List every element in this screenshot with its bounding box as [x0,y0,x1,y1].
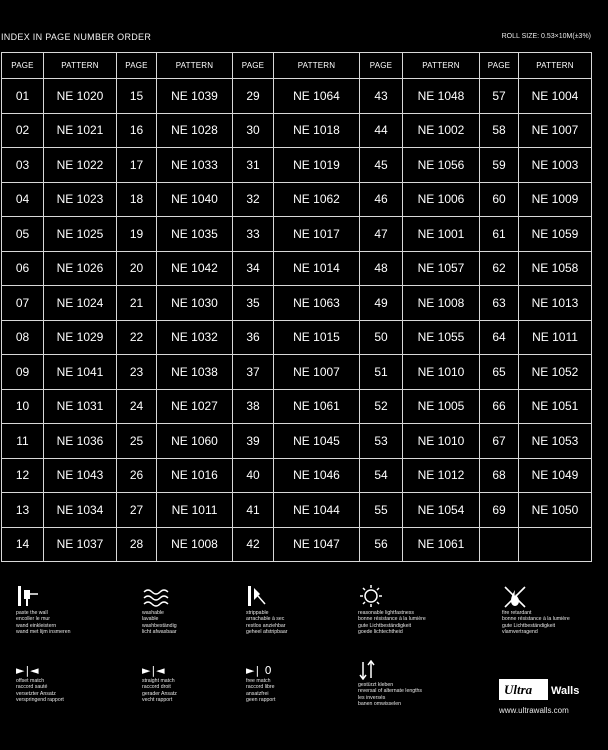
page-number-cell: 27 [117,493,157,528]
table-row [2,355,592,390]
legend-line: washable [142,610,164,616]
pattern-code-cell: NE 1045 [274,424,360,459]
page-number-cell: 15 [117,79,157,114]
page-title: INDEX IN PAGE NUMBER ORDER [1,32,152,42]
page-number-cell: 68 [480,458,519,493]
free-match-icon: ►| 0 [246,664,273,677]
page-number-cell: 10 [2,389,44,424]
paste-wall-icon [16,584,71,610]
ultra-walls-logo [499,679,590,700]
page-number-cell: 58 [480,113,519,148]
pattern-code-cell: NE 1049 [519,458,592,493]
page-number-cell: 32 [233,182,274,217]
pattern-code-cell: NE 1035 [157,217,233,252]
page-number-cell: 06 [2,251,44,286]
pattern-code-cell: NE 1009 [519,182,592,217]
legend-washable [142,584,177,636]
pattern-code-cell: NE 1056 [403,148,480,183]
legend-line: licht afwasbaar [142,629,177,636]
pattern-code-cell: NE 1044 [274,493,360,528]
legend-line: ansatzfrei [246,690,269,697]
page-number-cell: 33 [233,217,274,252]
care-symbols [0,580,608,750]
page-number-cell: 05 [2,217,44,252]
pattern-code-cell: NE 1038 [157,355,233,390]
pattern-code-cell: NE 1060 [157,424,233,459]
pattern-code-cell: NE 1004 [519,79,592,114]
page-number-cell: 16 [117,113,157,148]
legend-line: raccord libre [246,684,275,691]
page-number-cell: 38 [233,389,274,424]
page-number-cell: 01 [2,79,44,114]
page-number-cell: 56 [360,527,403,562]
page-number-cell: 28 [117,527,157,562]
legend-reverse-hang [358,660,422,708]
logo-walls: Walls [551,685,580,697]
page-number-cell: 22 [117,320,157,355]
roll-size: ROLL SIZE: 0.53×10M(±3%) [501,33,591,40]
pattern-code-cell: NE 1019 [274,148,360,183]
page-number-cell: 34 [233,251,274,286]
pattern-code-cell: NE 1022 [44,148,117,183]
pattern-code-cell: NE 1050 [519,493,592,528]
pattern-code-cell: NE 1032 [157,320,233,355]
table-row [2,424,592,459]
pattern-code-cell: NE 1030 [157,286,233,321]
legend-line: gute Lichtbeständigkeit [502,622,556,629]
pattern-code-cell: NE 1018 [274,113,360,148]
legend-line: offset match [16,678,45,684]
pattern-code-cell: NE 1064 [274,79,360,114]
pattern-code-cell: NE 1048 [403,79,480,114]
page-number-cell: 09 [2,355,44,390]
legend-line: gute Lichtbeständigkeit [358,622,412,629]
pattern-code-cell: NE 1017 [274,217,360,252]
brand-url: www.ultrawalls.com [499,706,569,715]
pattern-code-cell: NE 1055 [403,320,480,355]
page-number-cell: 65 [480,355,519,390]
legend-line: versetzter Ansatz [16,690,56,697]
pattern-code-cell: NE 1025 [44,217,117,252]
page-number-cell: 12 [2,458,44,493]
page-number-cell: 45 [360,148,403,183]
page-number-cell: 26 [117,458,157,493]
pattern-code-cell: NE 1020 [44,79,117,114]
column-header-pattern: PATTERN [157,53,233,79]
pattern-code-cell: NE 1031 [44,389,117,424]
legend-line: geheel afstripbaar [246,629,288,636]
pattern-code-cell: NE 1006 [403,182,480,217]
legend-line: fire retardant [502,610,532,616]
pattern-code-cell: NE 1047 [274,527,360,562]
pattern-code-cell: NE 1054 [403,493,480,528]
page-number-cell: 66 [480,389,519,424]
page-number-cell: 69 [480,493,519,528]
free-match-symbol: 0 [264,664,273,677]
page-number-cell: 02 [2,113,44,148]
legend-line: raccord droit [142,684,171,691]
legend-straight-match [142,664,177,704]
legend-line: geen rapport [246,697,276,704]
legend-fire-retardant [502,584,570,636]
legend-line: reasonable lightfastness [358,610,414,616]
page-number-cell: 52 [360,389,403,424]
legend-line: wand met lijm insmeren [16,629,71,636]
legend-line: bonne résistance à la lumière [502,616,570,623]
pattern-code-cell: NE 1003 [519,148,592,183]
column-header-page: PAGE [2,53,44,79]
pattern-code-cell: NE 1057 [403,251,480,286]
legend-strippable [246,584,288,636]
pattern-code-cell: NE 1023 [44,182,117,217]
table-row [2,113,592,148]
legend-line: lavable [142,616,159,623]
pattern-code-cell: NE 1029 [44,320,117,355]
legend-line: wand einkleistern [16,622,57,629]
page-number-cell: 61 [480,217,519,252]
table-row [2,389,592,424]
pattern-code-cell: NE 1027 [157,389,233,424]
pattern-code-cell: NE 1039 [157,79,233,114]
pattern-code-cell: NE 1001 [403,217,480,252]
page-number-cell: 46 [360,182,403,217]
fire-retardant-icon [502,584,570,610]
column-header-page: PAGE [233,53,274,79]
pattern-code-cell: NE 1051 [519,389,592,424]
legend-line: vlamvertragend [502,629,538,636]
legend-line: straight match [142,678,175,684]
table-row [2,286,592,321]
legend-line: raccord sauté [16,684,48,691]
column-header-pattern: PATTERN [274,53,360,79]
pattern-code-cell: NE 1012 [403,458,480,493]
pattern-code-cell: NE 1059 [519,217,592,252]
pattern-code-cell: NE 1007 [519,113,592,148]
table-row [2,148,592,183]
pattern-code-cell [519,527,592,562]
column-header-pattern: PATTERN [519,53,592,79]
legend-line: bonne résistance à la lumière [358,616,426,623]
column-header-pattern: PATTERN [403,53,480,79]
pattern-code-cell: NE 1042 [157,251,233,286]
page-number-cell: 55 [360,493,403,528]
legend-line: gestürzt kleben [358,682,394,688]
page-number-cell: 04 [2,182,44,217]
page-number-cell: 19 [117,217,157,252]
page-number-cell: 35 [233,286,274,321]
legend-line: goede lichtechtheid [358,629,403,636]
page-number-cell: 30 [233,113,274,148]
page-number-cell: 24 [117,389,157,424]
page-number-cell: 40 [233,458,274,493]
page-number-cell: 51 [360,355,403,390]
table-body [2,79,592,562]
sun-icon [358,584,426,610]
table-row [2,527,592,562]
page-number-cell: 41 [233,493,274,528]
pattern-code-cell: NE 1021 [44,113,117,148]
page-number-cell: 21 [117,286,157,321]
pattern-code-cell: NE 1033 [157,148,233,183]
legend-lightfastness [358,584,426,636]
table-row [2,217,592,252]
page-number-cell: 57 [480,79,519,114]
page-number-cell: 25 [117,424,157,459]
page-number-cell: 03 [2,148,44,183]
pattern-code-cell: NE 1034 [44,493,117,528]
pattern-code-cell: NE 1053 [519,424,592,459]
legend-line: les inversés [358,694,386,701]
pattern-code-cell: NE 1015 [274,320,360,355]
page-number-cell: 13 [2,493,44,528]
page-number-cell: 54 [360,458,403,493]
page-number-cell: 67 [480,424,519,459]
page-number-cell [480,527,519,562]
pattern-code-cell: NE 1016 [157,458,233,493]
strippable-icon [246,584,288,610]
page-number-cell: 31 [233,148,274,183]
page-number-cell: 29 [233,79,274,114]
page-number-cell: 23 [117,355,157,390]
pattern-code-cell: NE 1014 [274,251,360,286]
pattern-code-cell: NE 1010 [403,355,480,390]
pattern-code-cell: NE 1010 [403,424,480,459]
page-number-cell: 14 [2,527,44,562]
pattern-code-cell: NE 1063 [274,286,360,321]
washable-icon [142,584,177,610]
pattern-code-cell: NE 1062 [274,182,360,217]
logo-word: Ultra [504,682,533,697]
page-number-cell: 18 [117,182,157,217]
pattern-code-cell: NE 1036 [44,424,117,459]
page-number-cell: 37 [233,355,274,390]
page-number-cell: 50 [360,320,403,355]
pattern-code-cell: NE 1024 [44,286,117,321]
page-number-cell: 63 [480,286,519,321]
pattern-code-cell: NE 1061 [274,389,360,424]
page-number-cell: 64 [480,320,519,355]
page-number-cell: 53 [360,424,403,459]
pattern-code-cell: NE 1028 [157,113,233,148]
pattern-code-cell: NE 1037 [44,527,117,562]
legend-line: encoller le mur [16,616,51,623]
pattern-code-cell: NE 1061 [403,527,480,562]
pattern-code-cell: NE 1007 [274,355,360,390]
pattern-code-cell: NE 1041 [44,355,117,390]
page-number-cell: 47 [360,217,403,252]
pattern-code-cell: NE 1046 [274,458,360,493]
pattern-code-cell: NE 1011 [519,320,592,355]
pattern-code-cell: NE 1011 [157,493,233,528]
index-table [1,52,592,562]
page-number-cell: 11 [2,424,44,459]
page-number-cell: 62 [480,251,519,286]
pattern-code-cell: NE 1013 [519,286,592,321]
table-row [2,79,592,114]
page-number-cell: 59 [480,148,519,183]
page-number-cell: 42 [233,527,274,562]
table-row [2,320,592,355]
page-number-cell: 60 [480,182,519,217]
legend-line: vecht rapport [142,697,173,704]
table-row [2,493,592,528]
pattern-code-cell: NE 1008 [403,286,480,321]
page-number-cell: 49 [360,286,403,321]
pattern-code-cell: NE 1043 [44,458,117,493]
legend-line: free match [246,678,271,684]
legend-line: verspringend rapport [16,697,64,704]
pattern-code-cell: NE 1005 [403,389,480,424]
reverse-hang-icon [358,660,422,682]
legend-line: washbeständig [142,622,177,629]
table-row [2,182,592,217]
page-number-cell: 44 [360,113,403,148]
pattern-code-cell: NE 1002 [403,113,480,148]
page-number-cell: 39 [233,424,274,459]
legend-line: paste the wall [16,610,48,616]
page-number-cell: 20 [117,251,157,286]
pattern-code-cell: NE 1052 [519,355,592,390]
legend-line: reversal of alternate lengths [358,688,423,695]
straight-match-icon: ►|◄ [142,664,166,677]
page-number-cell: 17 [117,148,157,183]
column-header-pattern: PATTERN [44,53,117,79]
legend-line: restlos anziehbar [246,622,286,629]
table-header-row [2,53,592,79]
legend-offset-match [16,664,64,704]
page-number-cell: 43 [360,79,403,114]
pattern-code-cell: NE 1008 [157,527,233,562]
legend-free-match [246,664,275,704]
pattern-code-cell: NE 1026 [44,251,117,286]
table-row [2,458,592,493]
page-number-cell: 36 [233,320,274,355]
legend-line: strippable [246,610,269,616]
page-number-cell: 07 [2,286,44,321]
offset-match-icon: ►|◄ [16,664,40,677]
legend-line: gerader Ansatz [142,690,177,697]
legend-line: arrachable à sec [246,616,285,623]
column-header-page: PAGE [117,53,157,79]
table-row [2,251,592,286]
column-header-page: PAGE [360,53,403,79]
page-number-cell: 48 [360,251,403,286]
pattern-code-cell: NE 1040 [157,182,233,217]
column-header-page: PAGE [480,53,519,79]
pattern-code-cell: NE 1058 [519,251,592,286]
legend-paste-wall [16,584,71,636]
legend-line: banen omwisselen [358,701,401,708]
page-number-cell: 08 [2,320,44,355]
